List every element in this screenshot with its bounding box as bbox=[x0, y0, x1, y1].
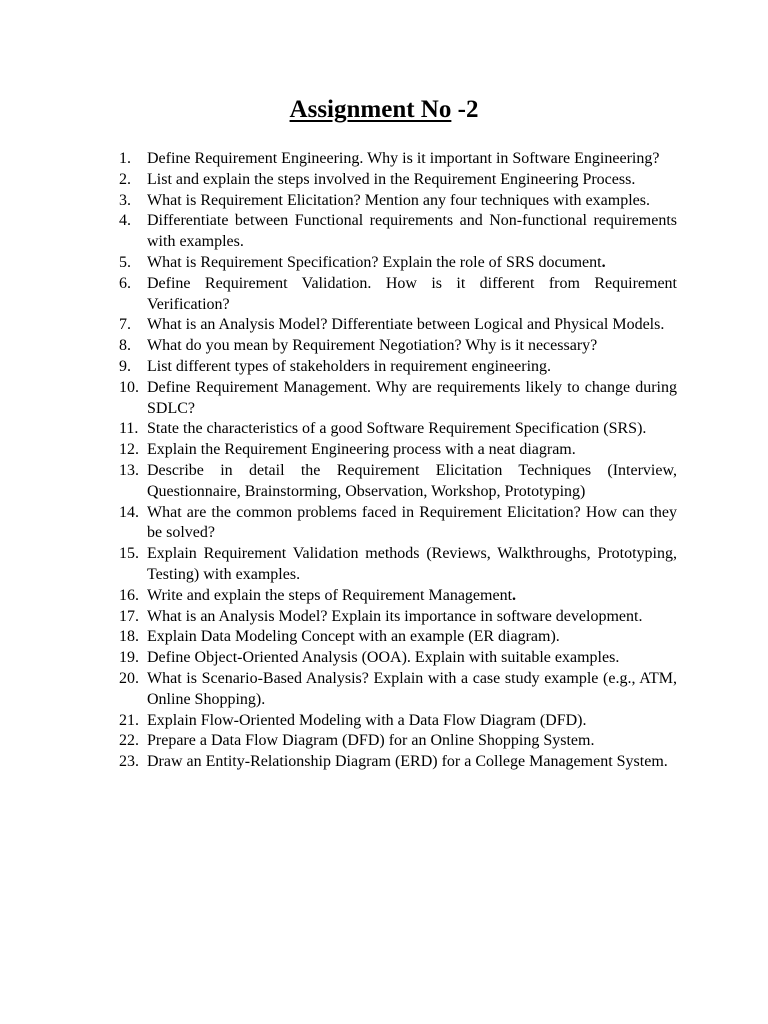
question-item bbox=[119, 586, 677, 607]
question-tail: . bbox=[512, 586, 517, 604]
question-item bbox=[119, 211, 677, 253]
question-text: Explain Flow-Oriented Modeling with a Data Flow Diagram (DFD). bbox=[147, 711, 587, 729]
question-number: 23. bbox=[119, 753, 139, 771]
question-item bbox=[119, 669, 677, 711]
question-text: State the characteristics of a good Software Requirement Specification (SRS). bbox=[147, 420, 647, 438]
question-text: Define Requirement Management. Why are requirements likely to change during SDLC? bbox=[147, 378, 677, 417]
question-item bbox=[119, 336, 677, 357]
question-text: What is Requirement Elicitation? Mention any four techniques with examples. bbox=[147, 191, 650, 209]
question-text: Differentiate between Functional requirements and Non-functional requirements with examples. bbox=[147, 212, 677, 251]
question-number: 18. bbox=[119, 628, 139, 646]
question-number: 7. bbox=[119, 316, 131, 334]
question-text: Define Requirement Engineering. Why is it important in Software Engineering? bbox=[147, 150, 660, 167]
question-number: 14. bbox=[119, 503, 139, 521]
question-number: 12. bbox=[119, 441, 139, 459]
question-text: Draw an Entity-Relationship Diagram (ERD) for a College Management System. bbox=[147, 753, 668, 771]
question-number: 15. bbox=[119, 545, 139, 563]
question-item bbox=[119, 627, 677, 648]
question-item bbox=[119, 419, 677, 440]
question-number: 4. bbox=[119, 212, 131, 230]
question-number: 9. bbox=[119, 357, 131, 375]
title-suffix: -2 bbox=[451, 96, 479, 123]
question-text: Explain Data Modeling Concept with an example (ER diagram). bbox=[147, 628, 560, 646]
question-item bbox=[119, 191, 677, 212]
question-list bbox=[119, 149, 677, 773]
question-item bbox=[119, 607, 677, 628]
question-item bbox=[119, 711, 677, 732]
question-item bbox=[119, 315, 677, 336]
question-number: 21. bbox=[119, 711, 139, 729]
question-item bbox=[119, 440, 677, 461]
page-title bbox=[0, 92, 768, 128]
question-number: 3. bbox=[119, 191, 131, 209]
question-text: What is Requirement Specification? Explain the role of SRS document bbox=[147, 253, 602, 271]
question-item bbox=[119, 648, 677, 669]
question-text: Describe in detail the Requirement Elicitation Techniques (Interview, Questionnaire, Brainstorming, Observation, Workshop, Prototyping) bbox=[147, 461, 677, 500]
question-number: 17. bbox=[119, 607, 139, 625]
question-number: 6. bbox=[119, 274, 131, 292]
question-item bbox=[119, 357, 677, 378]
question-number: 2. bbox=[119, 170, 131, 188]
question-text: Define Requirement Validation. How is it different from Requirement Verification? bbox=[147, 274, 677, 313]
question-item bbox=[119, 378, 677, 420]
question-number: 16. bbox=[119, 586, 139, 604]
question-text: List different types of stakeholders in requirement engineering. bbox=[147, 357, 552, 375]
question-item bbox=[119, 731, 677, 752]
question-item bbox=[119, 149, 677, 170]
question-item bbox=[119, 503, 677, 545]
question-text: Explain Requirement Validation methods (Reviews, Walkthroughs, Prototyping, Testing) with examples. bbox=[147, 545, 677, 583]
question-number: 5. bbox=[119, 253, 131, 271]
question-item bbox=[119, 461, 677, 503]
question-number: 19. bbox=[119, 649, 139, 667]
question-text: What is an Analysis Model? Differentiate between Logical and Physical Models. bbox=[147, 316, 665, 334]
question-item bbox=[119, 274, 677, 316]
question-text: Explain the Requirement Engineering process with a neat diagram. bbox=[147, 441, 576, 459]
question-text: What is an Analysis Model? Explain its importance in software development. bbox=[147, 607, 643, 625]
question-number: 13. bbox=[119, 461, 139, 479]
question-item bbox=[119, 170, 677, 191]
question-text: Define Object-Oriented Analysis (OOA). Explain with suitable examples. bbox=[147, 649, 620, 667]
question-item bbox=[119, 544, 677, 586]
question-text: Prepare a Data Flow Diagram (DFD) for an Online Shopping System. bbox=[147, 732, 595, 750]
question-item bbox=[119, 253, 677, 274]
question-number: 1. bbox=[119, 150, 131, 167]
question-number: 20. bbox=[119, 669, 139, 687]
question-item bbox=[119, 752, 677, 773]
question-text: What do you mean by Requirement Negotiation? Why is it necessary? bbox=[147, 337, 598, 355]
question-text: What are the common problems faced in Requirement Elicitation? How can they be solved? bbox=[147, 503, 677, 542]
question-number: 10. bbox=[119, 378, 139, 396]
question-number: 22. bbox=[119, 732, 139, 750]
question-tail: . bbox=[601, 253, 606, 271]
question-text: Write and explain the steps of Requirement Management bbox=[147, 586, 513, 604]
question-number: 11. bbox=[119, 420, 139, 438]
title-main: Assignment No bbox=[289, 96, 452, 123]
question-number: 8. bbox=[119, 337, 131, 355]
question-text: What is Scenario-Based Analysis? Explain with a case study example (e.g., ATM, Online Shopping). bbox=[147, 669, 677, 708]
question-text: List and explain the steps involved in the Requirement Engineering Process. bbox=[147, 170, 636, 188]
